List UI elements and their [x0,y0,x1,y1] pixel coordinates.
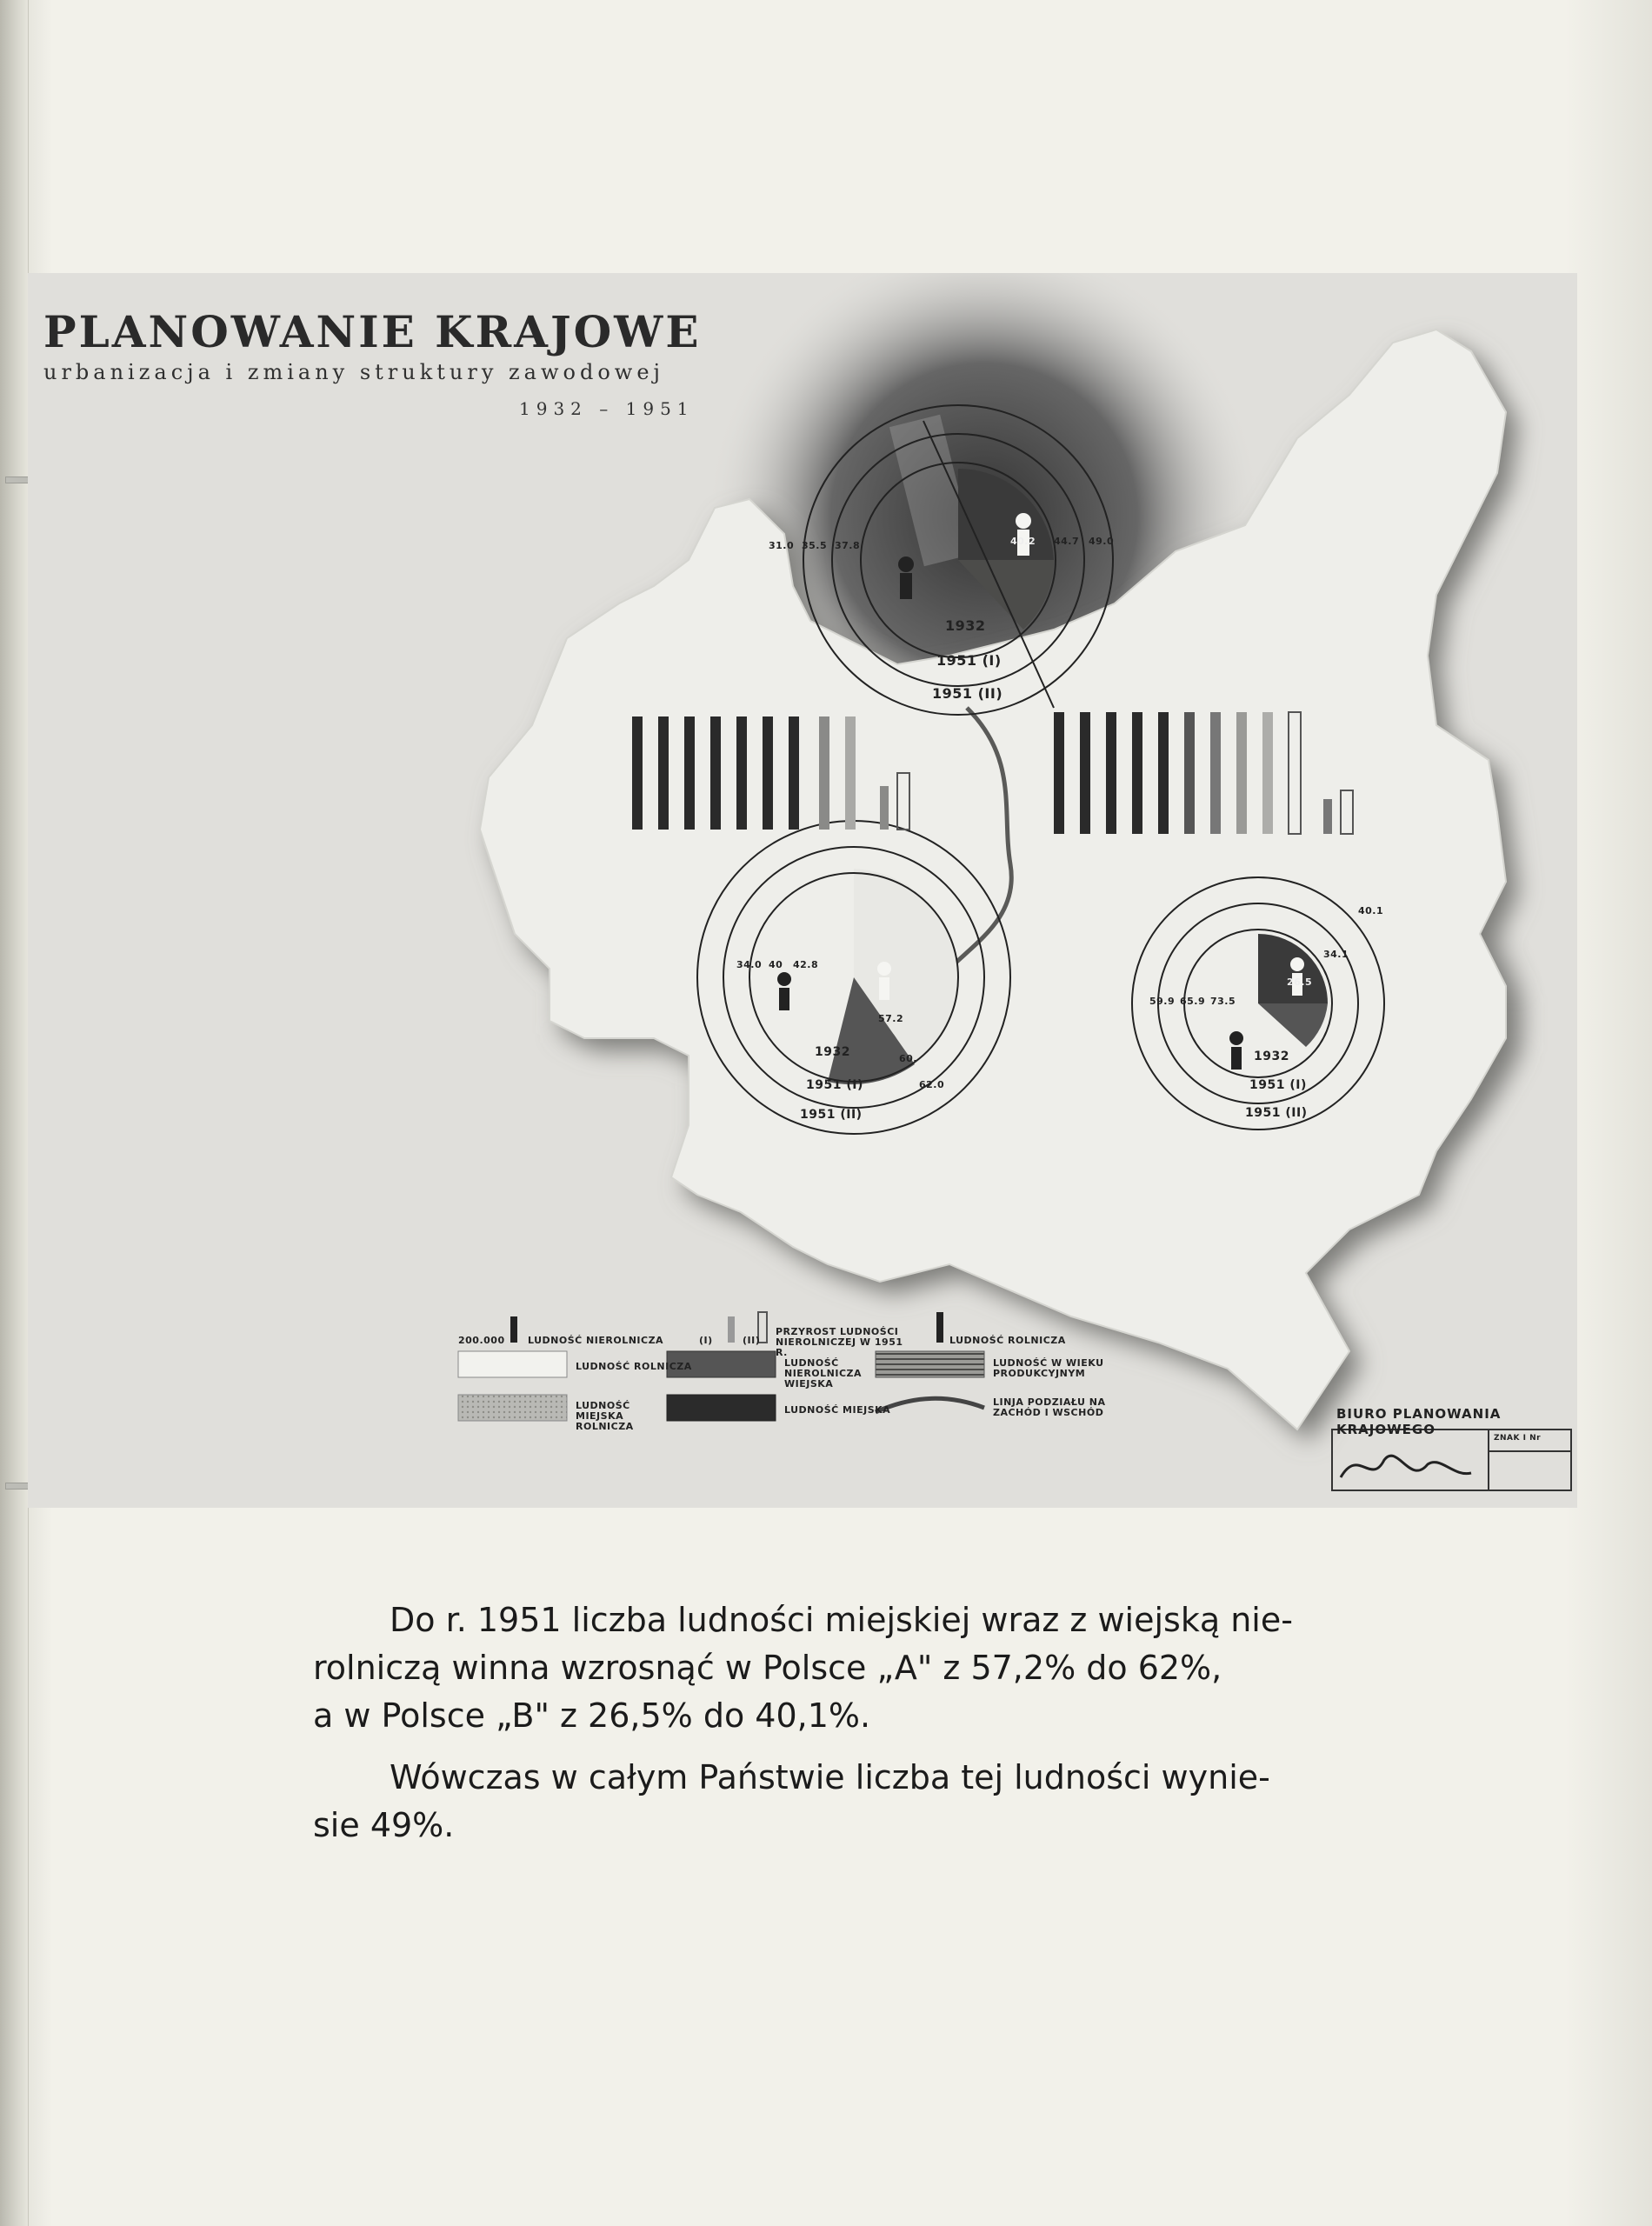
diagram-ring-label: 1932 [945,617,986,634]
legend-label: LUDNOŚĆ NIEROLNICZA WIEJSKA [784,1357,863,1390]
signature-mark [1341,1456,1471,1477]
caption-paragraph-1 [313,1596,1324,1740]
diagram-value: 34.1 [1323,949,1349,960]
legend-label: LUDNOŚĆ MIEJSKA [784,1404,891,1416]
legend-label: PRZYROST LUDNOŚCI NIEROLNICZEJ W 1951 R. [776,1326,903,1358]
legend-label: LUDNOŚĆ ROLNICZA [576,1361,692,1372]
poster-plate [28,273,1577,1508]
caption-line: rolniczą winna wzrosnąć w Polsce „A" z 57,2% do 62%, [313,1649,1222,1687]
legend-mark: (II) [743,1335,761,1346]
caption-paragraph-2 [313,1754,1324,1849]
caption-text [313,1596,1324,1863]
diagram-value: 49.0 [1089,536,1115,547]
diagram-value: 65.9 [1180,996,1206,1007]
diagram-ring-label: 1951 (II) [800,1108,863,1122]
legend-label: LUDNOŚĆ MIEJSKA ROLNICZA [576,1400,634,1432]
diagram-value: 62.0 [919,1079,945,1090]
caption-line: Wówczas w całym Państwie liczba tej ludności wynie- [390,1758,1270,1796]
poster-title: PLANOWANIE KRAJOWE [43,306,702,357]
stamp-label: ZNAK I Nr [1494,1434,1542,1443]
diagram-ring-label: 1951 (II) [1245,1106,1308,1120]
diagram-value: 59.9 [1149,996,1176,1007]
diagram-ring-label: 1951 (I) [806,1078,863,1092]
caption-line: sie 49%. [313,1806,455,1844]
diagram-value: 40.2 [1010,536,1036,547]
caption-line: Do r. 1951 liczba ludności miejskiej wraz z wiejską nie- [390,1601,1293,1639]
legend-label: LUDNOŚĆ NIEROLNICZA [528,1335,664,1346]
diagram-value: 26.5 [1287,976,1313,988]
diagram-value: 40.1 [1358,905,1384,916]
diagram-value: 37.8 [835,540,861,551]
poster-map-graphic [28,273,1577,1508]
diagram-value: 40 [769,959,783,970]
poster-subtitle: urbanizacja i zmiany struktury zawodowej [43,360,664,384]
legend-label: LUDNOŚĆ ROLNICZA [949,1335,1066,1346]
diagram-ring-label: 1951 (II) [932,685,1003,702]
diagram-value: 42.8 [793,959,819,970]
diagram-value: 73.5 [1210,996,1236,1007]
caption-line: a w Polsce „B" z 26,5% do 40,1%. [313,1696,871,1735]
diagram-ring-label: 1951 (I) [1249,1078,1307,1092]
diagram-ring-label: 1951 (I) [936,652,1002,669]
diagram-value: 60. [899,1053,917,1064]
legend-label: LUDNOŚĆ W WIEKU PRODUKCYJNYM [993,1357,1104,1379]
legend-mark: (I) [699,1335,713,1346]
diagram-value: 44.7 [1054,536,1080,547]
diagram-ring-label: 1932 [1254,1050,1289,1063]
poster-years: 1932 – 1951 [519,398,695,419]
diagram-value: 31.0 [769,540,795,551]
diagram-value: 57.2 [878,1013,904,1024]
diagram-value: 35.5 [802,540,828,551]
legend-scale: 200.000 [458,1335,505,1346]
diagram-ring-label: 1932 [815,1045,850,1059]
planning-office-label: BIURO PLANOWANIA KRAJOWEGO [1336,1406,1502,1437]
diagram-value: 34.0 [736,959,763,970]
page-binding [0,0,29,2226]
legend-label: LINJA PODZIAŁU NA ZACHÓD I WSCHÓD [993,1396,1106,1418]
